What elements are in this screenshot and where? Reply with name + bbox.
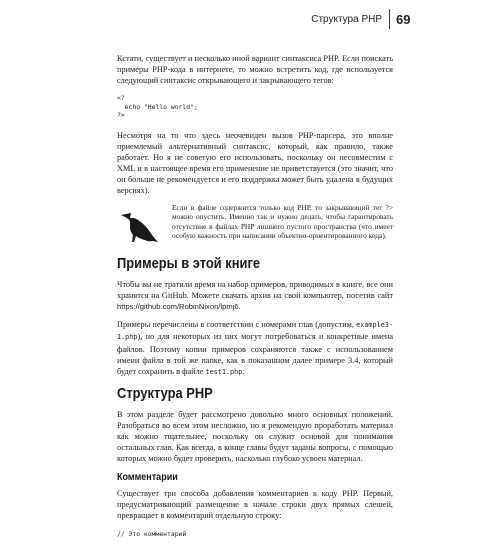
page-header — [0, 0, 500, 38]
page-number: 69 — [396, 12, 411, 27]
paragraph-comments: Существует три способа добавления комментариев к коду PHP. Первый, предусматривающий размещение в начале строки двух прямых слешей, превращает в комментарий отдельную строку: — [117, 489, 393, 521]
subsection-heading-comments: Комментарии — [117, 471, 178, 484]
github-link[interactable]: https://github.com/RobinNixon/lpmj6. — [117, 302, 241, 312]
header-divider — [389, 9, 390, 29]
bird-icon — [117, 206, 163, 246]
section-heading-examples: Примеры в этой книге — [117, 255, 261, 273]
code-block-short-tags: <? echo "Hello world"; ?> — [117, 94, 198, 120]
paragraph-github — [117, 279, 393, 312]
page-content — [117, 53, 393, 548]
text-fragment: . — [242, 366, 245, 376]
inline-code-example-file: example3-1.php — [117, 321, 393, 342]
code-block-comment: // Это комментарий — [117, 529, 187, 538]
paragraph-example-names — [117, 319, 393, 377]
section-heading-php-structure: Структура PHP — [117, 384, 213, 402]
paragraph-xml-warning: Несмотря на то что здесь неочевиден вызов PHP-парсера, это вполне приемлемый альтернативный синтаксис, который, как правило, также работает. Но я не советую его использовать, поскольку он несовместим с XML и в настоящее время его применение не приветствуется (это значит, что он больше не рекомендуется и его поддержка может быть удалена в будущих версиях). — [117, 130, 393, 195]
running-header-title: Структура PHP — [311, 14, 382, 25]
paragraph-alt-syntax: Кстати, существует и несколько иной вариант синтаксиса PHP. Если поискать примеры PHP-кода в интернете, то можно встретить код, где используется следующий синтаксис открывающего и закрывающего тегов: — [117, 54, 393, 86]
note-callout — [117, 203, 393, 246]
note-text: Если в файле содержится только код PHP, то закрывающий тег ?> можно опустить. Именно так и нужно делать, чтобы гарантировать отсутствие в файлах PHP лишнего пустого пространства (что имеет особую важность при написании объектно-ориентированного кода). — [172, 203, 393, 240]
paragraph-github-text: Чтобы вы не тратили время на набор примеров, приводимых в книге, все они хранятся на GitHub. Можете скачать архив на свой компьютер, посетив сайт — [117, 280, 393, 301]
paragraph-structure-intro: В этом разделе будет рассмотрено довольно много основных положений. Разобраться во всем этом несложно, но я рекомендую проработать материал как можно тщательнее, поскольку он служит основой для понимания остальных глав. Как всегда, в конце главы будут заданы вопросы, с помощью которых можно будет проверить, насколько глубоко усвоен материал. — [117, 409, 393, 464]
text-fragment: ), но для некоторых из них могут потребоваться и конкретные имена файлов. Поэтому копии примеров сохраняются также с использованием имени файла в той же папке, как в показанном далее примере 3.4, который будет сохранить в файле — [117, 332, 393, 376]
inline-code-test-file: test1.php — [205, 367, 243, 376]
text-fragment: Примеры перечислены в соответствии с номерами глав (допустим, — [117, 320, 357, 330]
